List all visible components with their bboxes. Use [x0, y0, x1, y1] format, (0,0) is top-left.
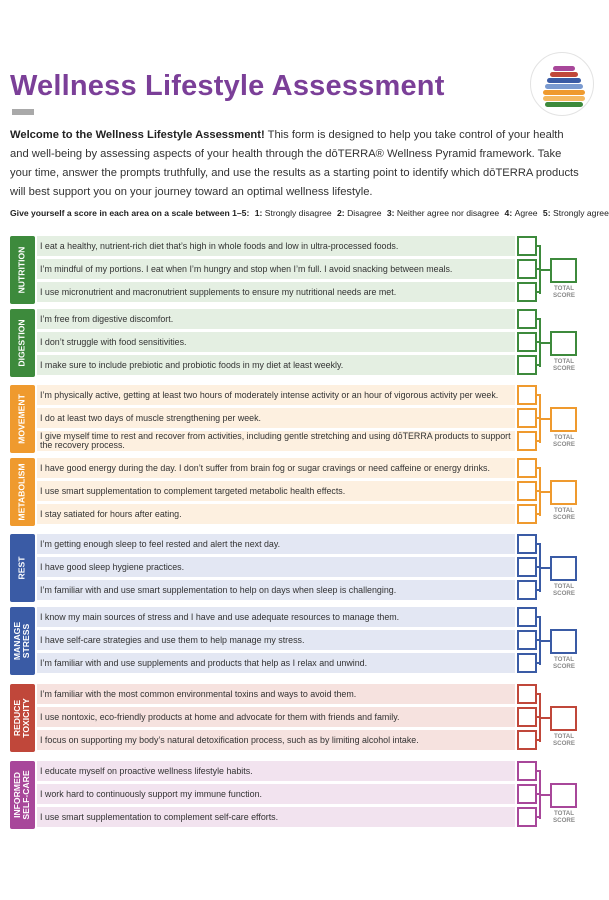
connector-line [539, 717, 550, 719]
score-box[interactable] [517, 408, 537, 428]
total-score-box[interactable] [550, 407, 577, 432]
section-title: NUTRITION [16, 246, 27, 294]
score-box[interactable] [517, 761, 537, 781]
score-box[interactable] [517, 707, 537, 727]
section-title: DIGESTION [16, 319, 27, 367]
score-box[interactable] [517, 309, 537, 329]
score-box[interactable] [517, 653, 537, 673]
scale-label-4: Agree [514, 208, 538, 218]
total-label-line1: TOTAL [553, 285, 575, 292]
score-box[interactable] [517, 784, 537, 804]
intro-lead: Welcome to the Wellness Lifestyle Assessment! [10, 129, 265, 141]
total-label-line2: SCORE [552, 663, 575, 670]
total-label-line2: SCORE [552, 740, 575, 747]
scale-label-5: Strongly agree [552, 208, 609, 218]
scale-label-2: Disagree [347, 208, 382, 218]
statement-row: I use smart supplementation to complement targeted metabolic health effects. [37, 481, 515, 501]
score-box[interactable] [517, 534, 537, 554]
score-box[interactable] [517, 557, 537, 577]
section-movement [10, 385, 590, 453]
section-tab [10, 684, 35, 752]
section-metabolism [10, 458, 590, 526]
connector-line [539, 567, 550, 569]
total-label-line2: SCORE [552, 441, 575, 448]
total-label-line1: TOTAL [553, 583, 575, 590]
connector-line [539, 640, 550, 642]
total-score-box[interactable] [550, 706, 577, 731]
connector-line [539, 794, 550, 796]
section-nutrition [10, 236, 590, 304]
connector-line [539, 491, 550, 493]
section-tab [10, 309, 35, 377]
total-score-label [544, 733, 584, 747]
section-tab [10, 534, 35, 602]
score-box[interactable] [517, 332, 537, 352]
statement-row: I have good sleep hygiene practices. [37, 557, 515, 577]
total-label-line2: SCORE [552, 292, 575, 299]
statement-row: I’m familiar with and use smart supplementation to help on days when sleep is challenging. [37, 580, 515, 600]
scale-num-3: 3: [386, 208, 395, 218]
statement-row: I focus on supporting my body’s natural detoxification process, such as by limiting alcohol intake. [37, 730, 515, 750]
section-title: REDUCE TOXICITY [12, 698, 31, 738]
total-label-line2: SCORE [552, 590, 575, 597]
statement-row: I know my main sources of stress and I have and use adequate resources to manage them. [37, 607, 515, 627]
statement-row: I’m mindful of my portions. I eat when I’m hungry and stop when I’m full. I avoid snacking between meals. [37, 259, 515, 279]
scale-num-1: 1: [254, 208, 263, 218]
statement-row: I have good energy during the day. I don’t suffer from brain fog or sugar cravings or need caffeine or energy drinks. [37, 458, 515, 478]
statement-row: I eat a healthy, nutrient-rich diet that’s high in whole foods and low in ultra-processed foods. [37, 236, 515, 256]
total-score-label [544, 434, 584, 448]
connector-line [539, 342, 550, 344]
section-rest [10, 534, 590, 602]
section-tab [10, 236, 35, 304]
scale-lead: Give yourself a score in each area on a scale between 1–5: [10, 208, 250, 218]
total-label-line2: SCORE [552, 514, 575, 521]
statement-row: I make sure to include prebiotic and probiotic foods in my diet at least weekly. [37, 355, 515, 375]
score-box[interactable] [517, 481, 537, 501]
score-box[interactable] [517, 431, 537, 451]
total-score-box[interactable] [550, 783, 577, 808]
scale-num-5: 5: [542, 208, 551, 218]
section-tab [10, 607, 35, 675]
title-underline [12, 109, 34, 115]
section-title: REST [16, 556, 27, 580]
total-score-label [544, 358, 584, 372]
wellness-pyramid-logo [530, 52, 594, 116]
connector-line [539, 269, 550, 271]
section-reduce-toxicity [10, 684, 590, 752]
total-label-line1: TOTAL [553, 434, 575, 441]
section-title: MANAGE STRESS [12, 621, 31, 661]
page-title: Wellness Lifestyle Assessment [10, 70, 445, 102]
section-tab [10, 761, 35, 829]
score-box[interactable] [517, 385, 537, 405]
scale-num-4: 4: [504, 208, 513, 218]
total-score-box[interactable] [550, 331, 577, 356]
statement-row: I stay satiated for hours after eating. [37, 504, 515, 524]
statement-row: I work hard to continuously support my immune function. [37, 784, 515, 804]
total-label-line1: TOTAL [553, 810, 575, 817]
section-manage-stress [10, 607, 590, 675]
statement-row: I don’t struggle with food sensitivities. [37, 332, 515, 352]
total-label-line1: TOTAL [553, 733, 575, 740]
score-box[interactable] [517, 236, 537, 256]
scale-num-2: 2: [337, 208, 345, 218]
connector-line [539, 418, 550, 420]
statement-row: I give myself time to rest and recover from activities, including gentle stretching and using dōTERRA products to support the recovery process. [37, 431, 515, 451]
total-score-label [544, 810, 584, 824]
statement-row: I do at least two days of muscle strengthening per week. [37, 408, 515, 428]
statement-row: I’m familiar with the most common environmental toxins and ways to avoid them. [37, 684, 515, 704]
statement-row: I educate myself on proactive wellness lifestyle habits. [37, 761, 515, 781]
score-box[interactable] [517, 355, 537, 375]
total-label-line1: TOTAL [553, 656, 575, 663]
total-score-label [544, 583, 584, 597]
intro-paragraph [10, 126, 585, 202]
score-box[interactable] [517, 580, 537, 600]
section-tab [10, 385, 35, 453]
total-score-box[interactable] [550, 258, 577, 283]
section-digestion [10, 309, 590, 377]
section-informed-self-care [10, 761, 590, 829]
scale-legend [10, 208, 609, 218]
statement-row: I’m physically active, getting at least two hours of moderately intense activity or an hour of vigorous activity per week. [37, 385, 515, 405]
section-title: MOVEMENT [16, 394, 27, 444]
scale-label-1: Strongly disagree [264, 208, 332, 218]
total-score-box[interactable] [550, 480, 577, 505]
scale-label-3: Neither agree nor disagree [396, 208, 500, 218]
statement-row: I use nontoxic, eco-friendly products at home and advocate for them with friends and family. [37, 707, 515, 727]
total-label-line1: TOTAL [553, 507, 575, 514]
total-label-line2: SCORE [552, 817, 575, 824]
statement-row: I’m getting enough sleep to feel rested and alert the next day. [37, 534, 515, 554]
total-score-label [544, 507, 584, 521]
total-score-box[interactable] [550, 629, 577, 654]
total-label-line1: TOTAL [553, 358, 575, 365]
total-score-box[interactable] [550, 556, 577, 581]
score-box[interactable] [517, 259, 537, 279]
intro-body: This form is designed to help you take control of your health and well-being by assessing aspects of your health through the dōTERRA® Wellness Pyramid framework. Take your time, answer the prompts truthfully, and use the results as a starting point to identify which dōTERRA products will best support you on your journey toward an optimal wellness lifestyle. [10, 129, 579, 198]
total-label-line2: SCORE [552, 365, 575, 372]
statement-row: I’m familiar with and use supplements and products that help as I relax and unwind. [37, 653, 515, 673]
statement-row: I’m free from digestive discomfort. [37, 309, 515, 329]
statement-row: I use smart supplementation to complement self-care efforts. [37, 807, 515, 827]
total-score-label [544, 656, 584, 670]
score-box[interactable] [517, 504, 537, 524]
statement-row: I have self-care strategies and use them to help manage my stress. [37, 630, 515, 650]
score-box[interactable] [517, 730, 537, 750]
score-box[interactable] [517, 684, 537, 704]
statement-row: I use micronutrient and macronutrient supplements to ensure my nutritional needs are met. [37, 282, 515, 302]
section-title: METABOLISM [16, 463, 27, 521]
section-title: INFORMED SELF-CARE [12, 770, 31, 820]
score-box[interactable] [517, 607, 537, 627]
score-box[interactable] [517, 282, 537, 302]
score-box[interactable] [517, 630, 537, 650]
section-tab [10, 458, 35, 526]
score-box[interactable] [517, 458, 537, 478]
score-box[interactable] [517, 807, 537, 827]
total-score-label [544, 285, 584, 299]
